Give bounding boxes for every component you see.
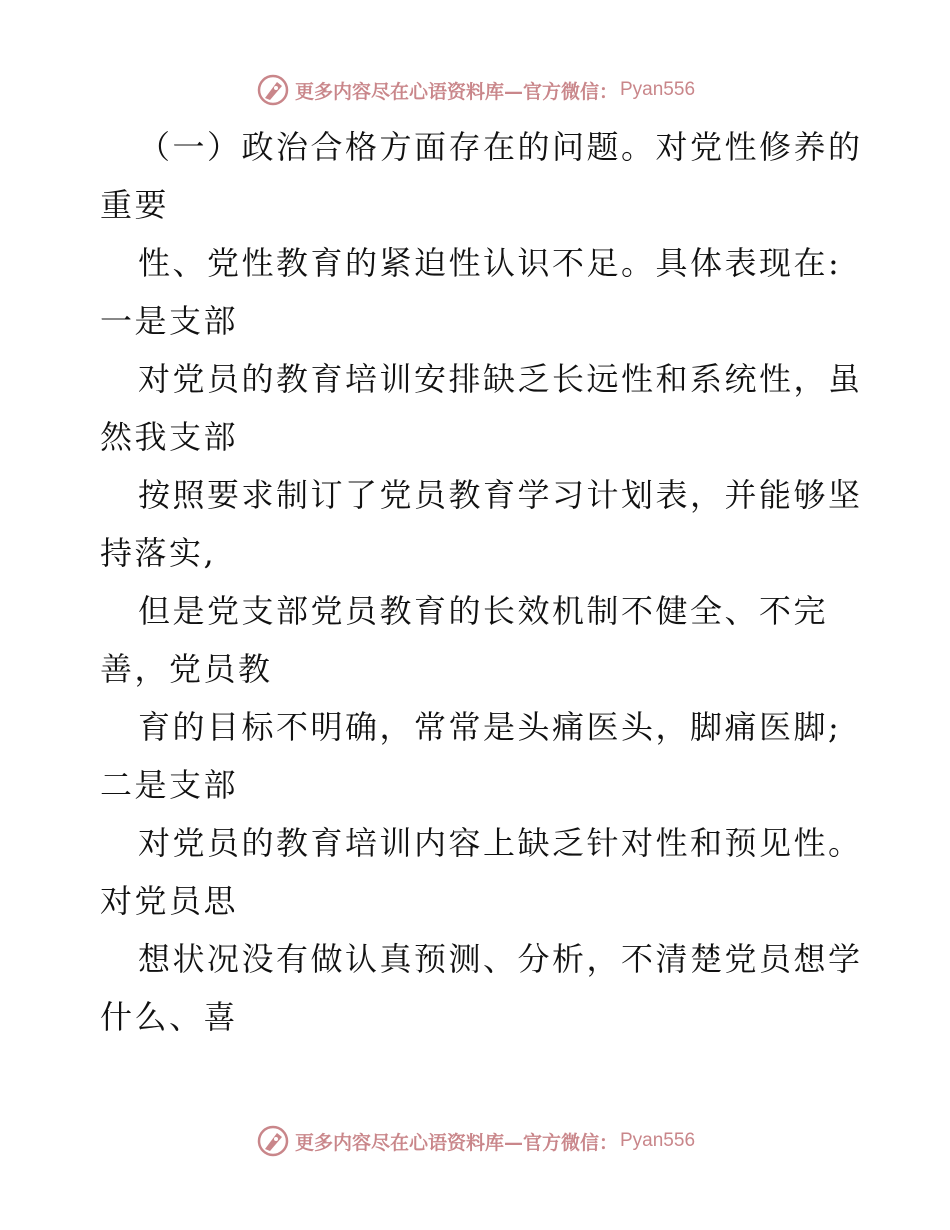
watermark-text: 更多内容尽在心语资料库—官方微信： <box>294 80 618 103</box>
text-line: 育的目标不明确，常常是头痛医头，脚痛医脚; <box>138 708 842 746</box>
text-line: 想状况没有做认真预测、分析，不清楚党员想学 <box>138 940 863 978</box>
footer-watermark <box>0 1121 950 1161</box>
watermark-wechat-id: Pyan556 <box>620 79 696 100</box>
watermark-wechat-id: Pyan556 <box>620 1130 696 1151</box>
text-line: （一）政治合格方面存在的问题。对党性修养的 <box>138 128 863 166</box>
text-line: 性、党性教育的紧迫性认识不足。具体表现在: <box>138 244 842 282</box>
pen-nib-logo-icon <box>255 1123 291 1159</box>
text-line: 持落实, <box>100 534 217 572</box>
pen-nib-logo-icon <box>255 72 291 108</box>
text-line: 但是党支部党员教育的长效机制不健全、不完 <box>138 592 829 630</box>
document-body <box>100 118 863 1046</box>
text-line: 然我支部 <box>100 418 239 456</box>
text-line: 对党员思 <box>100 882 239 920</box>
text-line: 按照要求制订了党员教育学习计划表，并能够坚 <box>138 476 863 514</box>
header-watermark <box>0 70 950 110</box>
text-line: 二是支部 <box>100 766 239 804</box>
text-line: 对党员的教育培训内容上缺乏针对性和预见性。 <box>138 824 863 862</box>
text-line: 重要 <box>100 186 170 224</box>
text-line: 对党员的教育培训安排缺乏长远性和系统性，虽 <box>138 360 863 398</box>
watermark-text: 更多内容尽在心语资料库—官方微信： <box>294 1131 618 1154</box>
text-line: 一是支部 <box>100 302 239 340</box>
text-line: 善，党员教 <box>100 650 273 688</box>
text-line: 什么、喜 <box>100 998 239 1036</box>
